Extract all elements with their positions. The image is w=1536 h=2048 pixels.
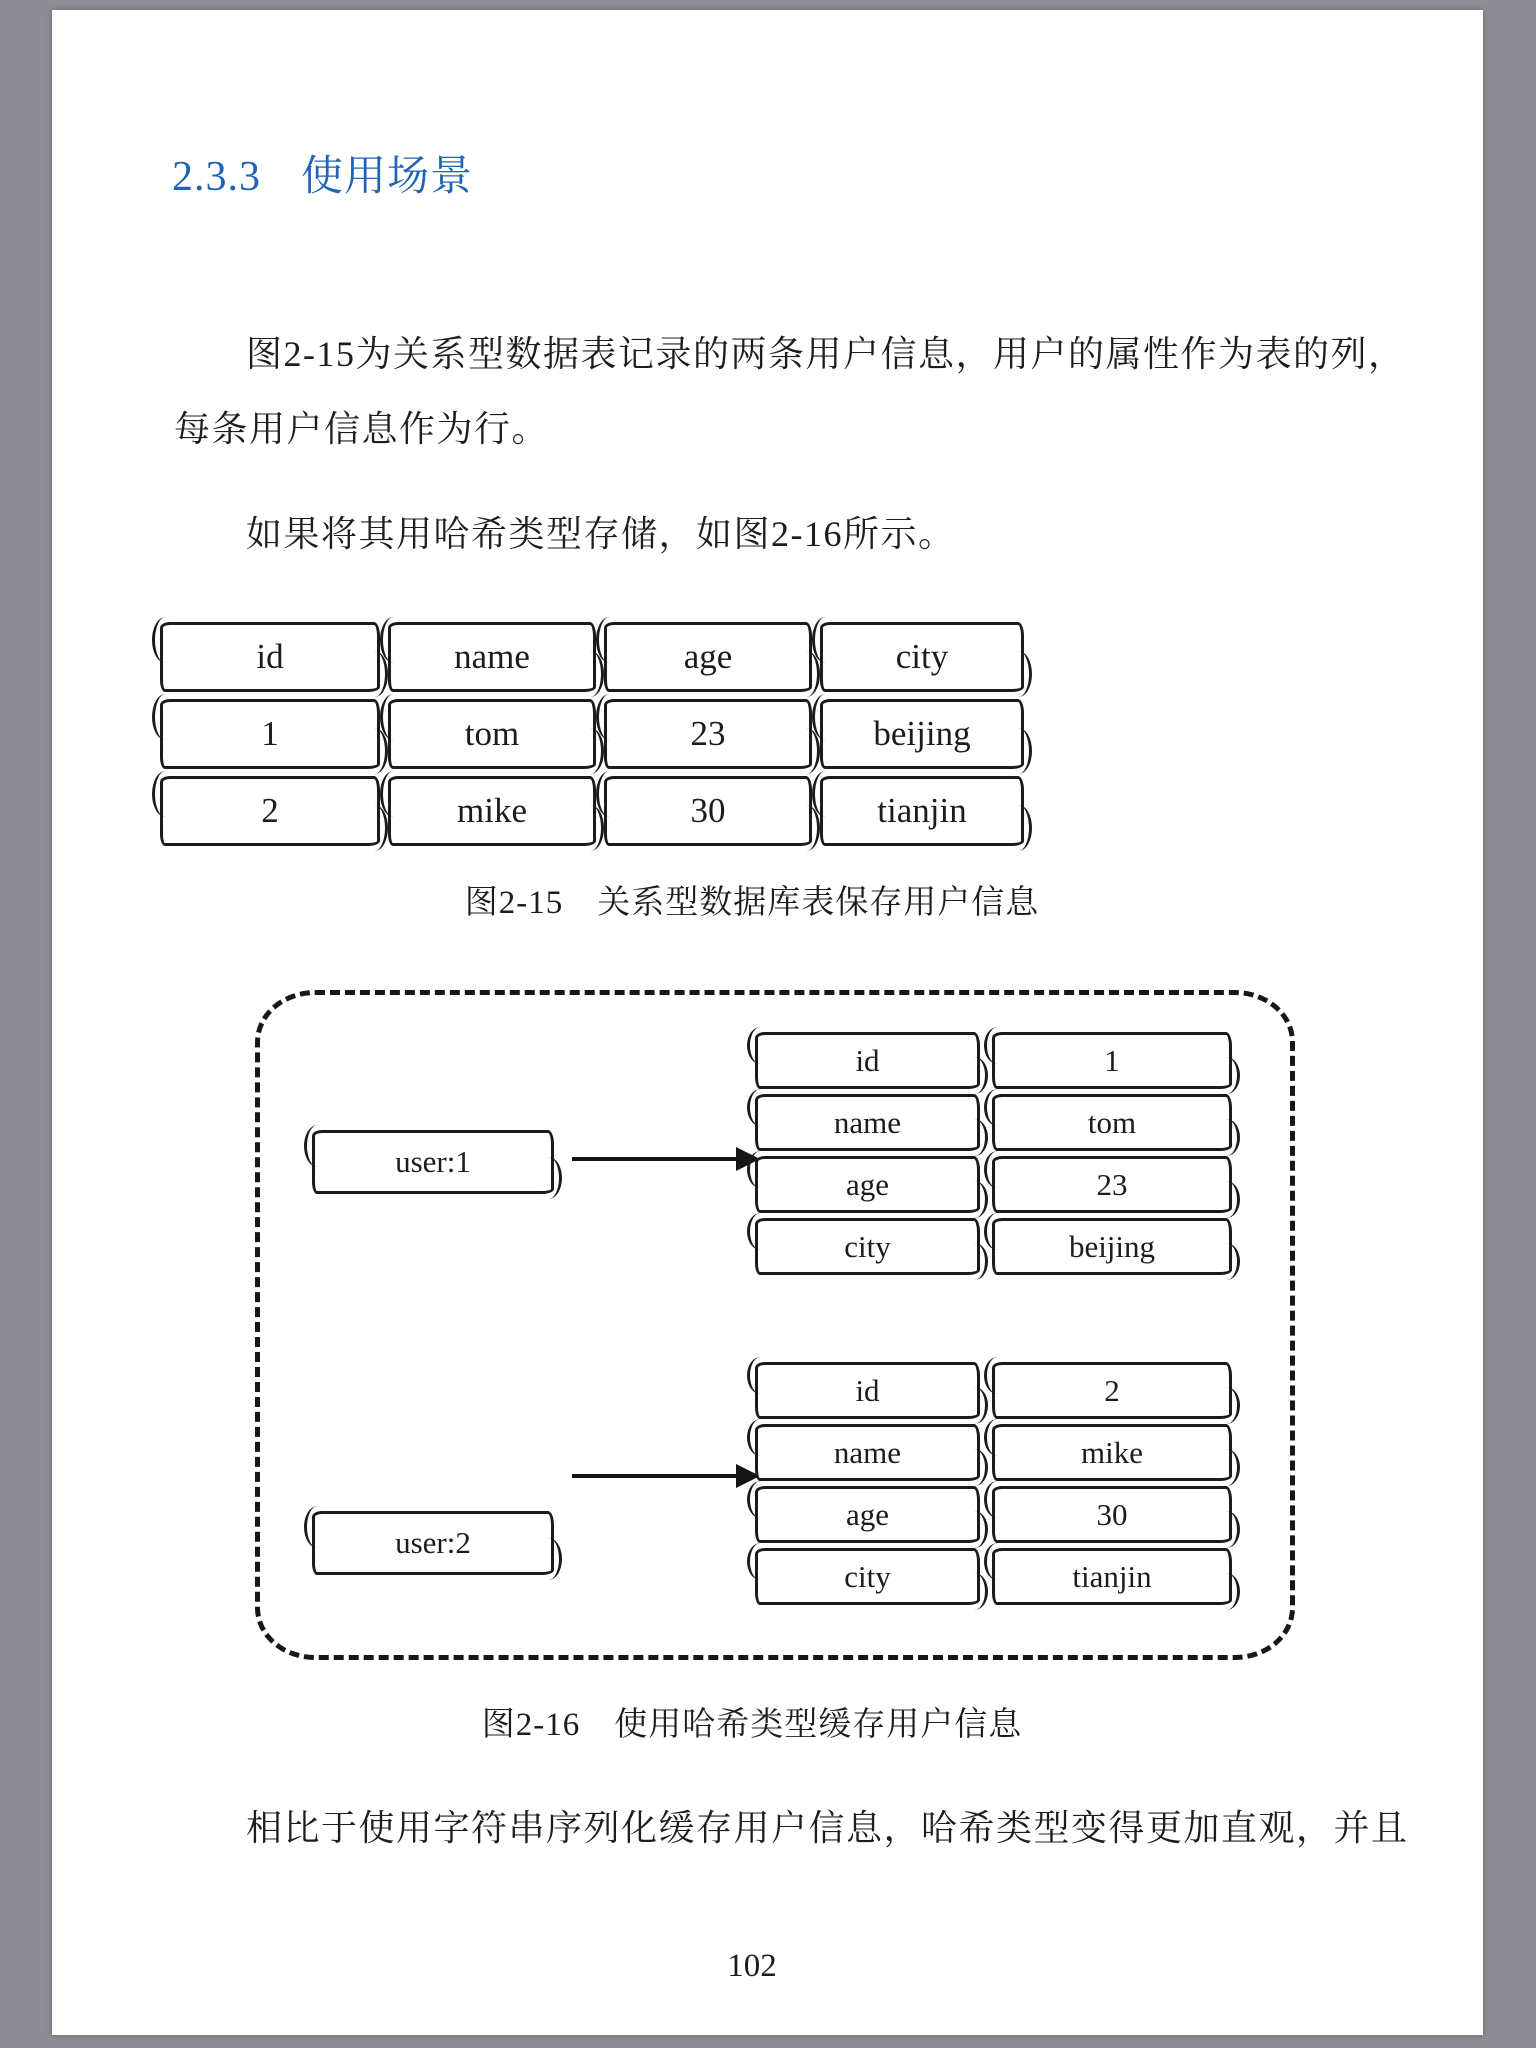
- hash2-value-city: tianjin: [992, 1548, 1232, 1605]
- hash2-field-city: city: [755, 1548, 980, 1605]
- hash2-field-name: name: [755, 1424, 980, 1481]
- arrow-right-icon-user1: [572, 1157, 740, 1161]
- paragraph-2: 如果将其用哈希类型存储，如图2-16所示。: [246, 514, 956, 554]
- fig15-cell-r1-age: 23: [604, 699, 812, 769]
- hash2-field-age: age: [755, 1486, 980, 1543]
- fig15-cell-r2-age: 30: [604, 776, 812, 846]
- key-box-user2: user:2: [312, 1511, 554, 1575]
- fig15-header-id: id: [160, 622, 380, 692]
- fig15-header-name: name: [388, 622, 596, 692]
- section-heading: [172, 143, 473, 203]
- hash1-field-id: id: [755, 1032, 980, 1089]
- hash2-value-age: 30: [992, 1486, 1232, 1543]
- book-page: [52, 10, 1483, 2035]
- hash1-field-age: age: [755, 1156, 980, 1213]
- section-number: 2.3.3: [172, 154, 261, 200]
- paragraph-1-line-1: 图2-15为关系型数据表记录的两条用户信息，用户的属性作为表的列，: [246, 334, 1406, 374]
- section-title: 使用场景: [301, 154, 474, 200]
- fig15-header-age: age: [604, 622, 812, 692]
- fig15-cell-r1-name: tom: [388, 699, 596, 769]
- arrow-right-icon-user2: [572, 1474, 740, 1478]
- fig15-cell-r1-id: 1: [160, 699, 380, 769]
- hash1-value-name: tom: [992, 1094, 1232, 1151]
- figure-2-15-caption: [174, 876, 1330, 923]
- figure-2-16-title: 使用哈希类型缓存用户信息: [614, 1707, 1023, 1743]
- paragraph-3: 相比于使用字符串序列化缓存用户信息，哈希类型变得更加直观，并且: [246, 1808, 1409, 1848]
- figure-2-15-number: 图2-15: [464, 885, 564, 921]
- hash2-field-id: id: [755, 1362, 980, 1419]
- key-box-user1: user:1: [312, 1130, 554, 1194]
- hash1-value-age: 23: [992, 1156, 1232, 1213]
- figure-2-15-table: [160, 622, 1024, 846]
- hash-table-user2: [755, 1362, 1232, 1605]
- figure-2-16-number: 图2-16: [481, 1707, 581, 1743]
- fig15-cell-r2-id: 2: [160, 776, 380, 846]
- figure-2-16-caption: [174, 1698, 1330, 1745]
- hash2-value-name: mike: [992, 1424, 1232, 1481]
- figure-2-15-title: 关系型数据库表保存用户信息: [597, 885, 1040, 921]
- hash1-field-city: city: [755, 1218, 980, 1275]
- page-number: 102: [727, 1948, 777, 1984]
- paragraph-1-line-2: 每条用户信息作为行。: [174, 409, 550, 449]
- fig15-header-city: city: [820, 622, 1024, 692]
- fig15-cell-r2-city: tianjin: [820, 776, 1024, 846]
- hash-table-user1: [755, 1032, 1232, 1275]
- hash1-value-id: 1: [992, 1032, 1232, 1089]
- fig15-cell-r2-name: mike: [388, 776, 596, 846]
- hash1-value-city: beijing: [992, 1218, 1232, 1275]
- hash1-field-name: name: [755, 1094, 980, 1151]
- fig15-cell-r1-city: beijing: [820, 699, 1024, 769]
- hash2-value-id: 2: [992, 1362, 1232, 1419]
